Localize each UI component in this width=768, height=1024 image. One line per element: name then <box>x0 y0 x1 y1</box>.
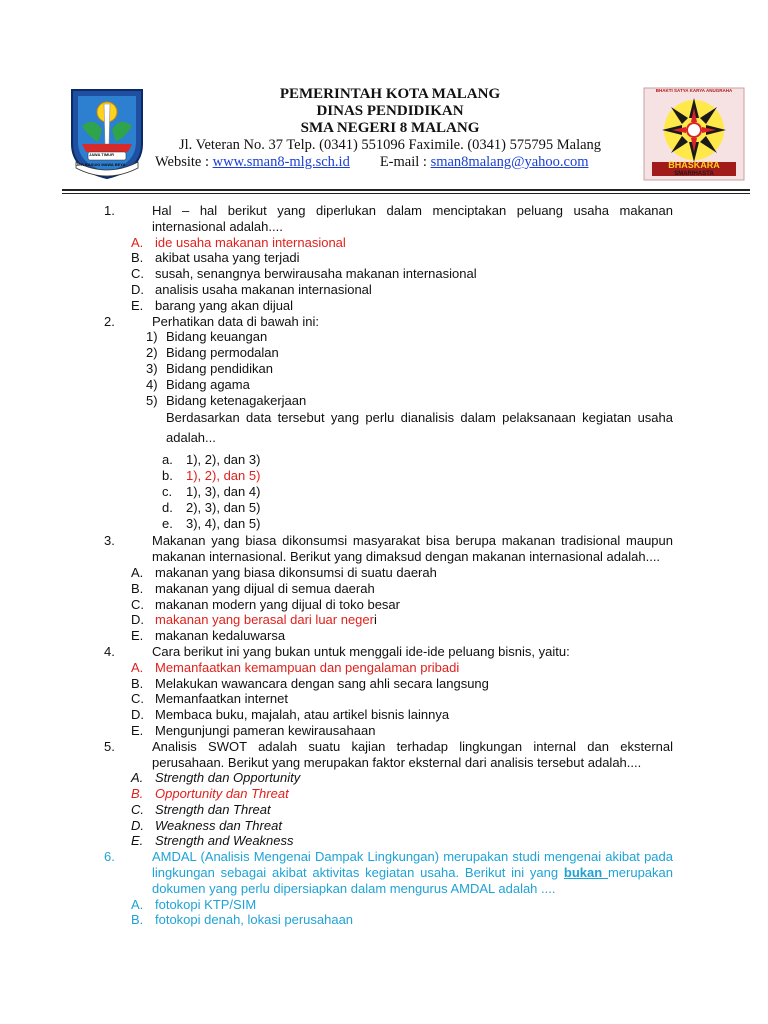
question-text: AMDAL (Analisis Mengenai Dampak Lingkungan) merupakan studi mengenai akibat pada lingkungan sebagai akibat aktivitas kegiatan usaha. Berikut ini yang bukan merupakan dokumen yang perlu dipersiapkan dalam mengurus AMDAL adalah .... <box>152 849 673 896</box>
option-item: C. makanan modern yang dijual di toko besar <box>131 596 400 612</box>
data-item: 4) Bidang agama <box>146 376 250 392</box>
option-item: B. Melakukan wawancara dengan sang ahli secara langsung <box>131 675 489 691</box>
question-2 <box>104 313 673 330</box>
website-link[interactable]: www.sman8-mlg.sch.id <box>212 154 350 170</box>
option-item: E. makanan kedaluwarsa <box>131 628 286 644</box>
question-1 <box>104 203 673 235</box>
left-logo-motto: JER BASUKI MAWA BEYA <box>76 162 126 167</box>
email-link[interactable]: sman8malang@yahoo.com <box>430 154 589 170</box>
data-item: 2) Bidang permodalan <box>146 345 279 361</box>
option-item: B. Opportunity dan Threat <box>131 786 289 802</box>
question-text: Analisis SWOT adalah suatu kajian terhadap lingkungan internal dan eksternal perusahaan. Berikut yang merupakan faktor eksternal dari analisis tersebut adalah.... <box>152 738 673 770</box>
option-item: D. Weakness dan Threat <box>131 817 282 833</box>
question-number: 6. <box>104 849 115 865</box>
option-item: A. Strength dan Opportunity <box>131 770 301 786</box>
option-item: A. ide usaha makanan internasional <box>131 234 346 250</box>
question-4 <box>104 643 673 660</box>
option-item: D. Membaca buku, majalah, atau artikel bisnis lainnya <box>131 707 450 723</box>
question-3 <box>104 533 673 565</box>
letterhead-government: PEMERINTAH KOTA MALANG <box>279 86 501 102</box>
letterhead-contact <box>155 154 625 171</box>
letterhead-school: SMA NEGERI 8 MALANG <box>300 120 480 136</box>
option-item: b. 1), 2), dan 5) <box>162 468 261 484</box>
question-number: 2. <box>104 313 115 329</box>
option-item: D. analisis usaha makanan internasional <box>131 281 372 297</box>
question-number: 4. <box>104 643 115 659</box>
option-item: e. 3), 4), dan 5) <box>162 515 261 531</box>
question-text: Cara berikut ini yang bukan untuk menggali ide-ide peluang bisnis, yaitu: <box>152 643 570 659</box>
question-paragraph: Berdasarkan data tersebut yang perlu dianalisis dalam pelaksanaan kegiatan usaha adalah... <box>166 410 673 446</box>
letterhead-text <box>155 86 625 171</box>
option-item: D. makanan yang berasal dari luar negeri <box>131 612 377 628</box>
option-item: C. susah, senangnya berwirausaha makanan internasional <box>131 266 477 282</box>
option-item: A. fotokopi KTP/SIM <box>131 896 257 912</box>
option-item: c. 1), 3), dan 4) <box>162 483 261 499</box>
option-item: E. Mengunjungi pameran kewirausahaan <box>131 722 376 738</box>
letterhead <box>60 80 750 190</box>
option-item: A. Memanfaatkan kemampuan dan pengalaman pribadi <box>131 659 460 675</box>
option-item: C. Strength dan Threat <box>131 801 271 817</box>
email-label: E-mail : <box>379 154 431 170</box>
data-item: 3) Bidang pendidikan <box>146 360 273 376</box>
option-item: a. 1), 2), dan 3) <box>162 452 261 468</box>
option-item: E. barang yang akan dijual <box>131 297 294 313</box>
option-item: B. makanan yang dijual di semua daerah <box>131 580 375 596</box>
option-item: B. fotokopi denah, lokasi perusahaan <box>131 912 354 928</box>
question-number: 3. <box>104 533 115 549</box>
header-divider-thick <box>62 189 750 191</box>
letterhead-address: Jl. Veteran No. 37 Telp. (0341) 551096 Faximile. (0341) 575795 Malang <box>178 137 602 153</box>
option-item: B. akibat usaha yang terjadi <box>131 250 300 266</box>
question-6 <box>104 849 673 896</box>
question-number: 1. <box>104 203 115 218</box>
header-divider-thin <box>62 193 750 194</box>
website-label: Website : <box>155 154 213 170</box>
question-text: Makanan yang biasa dikonsumsi masyarakat bisa berupa makanan tradisional maupun makanan internasional. Berikut yang dimaksud dengan makanan internasional adalah.... <box>152 533 673 565</box>
right-logo-arc-text: BHAKTI SATYA KARYA ANUGRAHA <box>655 88 733 93</box>
option-item: C. Memanfaatkan internet <box>131 691 288 707</box>
question-text: Hal – hal berikut yang diperlukan dalam menciptakan peluang usaha makanan internasional adalah.... <box>152 203 673 234</box>
question-5 <box>104 738 673 771</box>
option-item: A. makanan yang biasa dikonsumsi di suatu daerah <box>131 564 437 580</box>
right-logo-subtitle: SMARIHASTA <box>674 171 714 177</box>
question-text: Perhatikan data di bawah ini: <box>152 313 319 329</box>
data-item: 5) Bidang ketenagakerjaan <box>146 392 307 408</box>
option-item: d. 2), 3), dan 5) <box>162 499 261 515</box>
letterhead-department: DINAS PENDIDIKAN <box>316 103 464 119</box>
right-logo-title: BHASKARA <box>668 160 720 170</box>
question-number: 5. <box>104 738 115 754</box>
left-logo-text: JAWA TIMUR <box>89 152 114 157</box>
option-item: E. Strength and Weakness <box>131 833 294 849</box>
data-item: 1) Bidang keuangan <box>146 329 268 345</box>
exam-questions <box>0 203 768 928</box>
